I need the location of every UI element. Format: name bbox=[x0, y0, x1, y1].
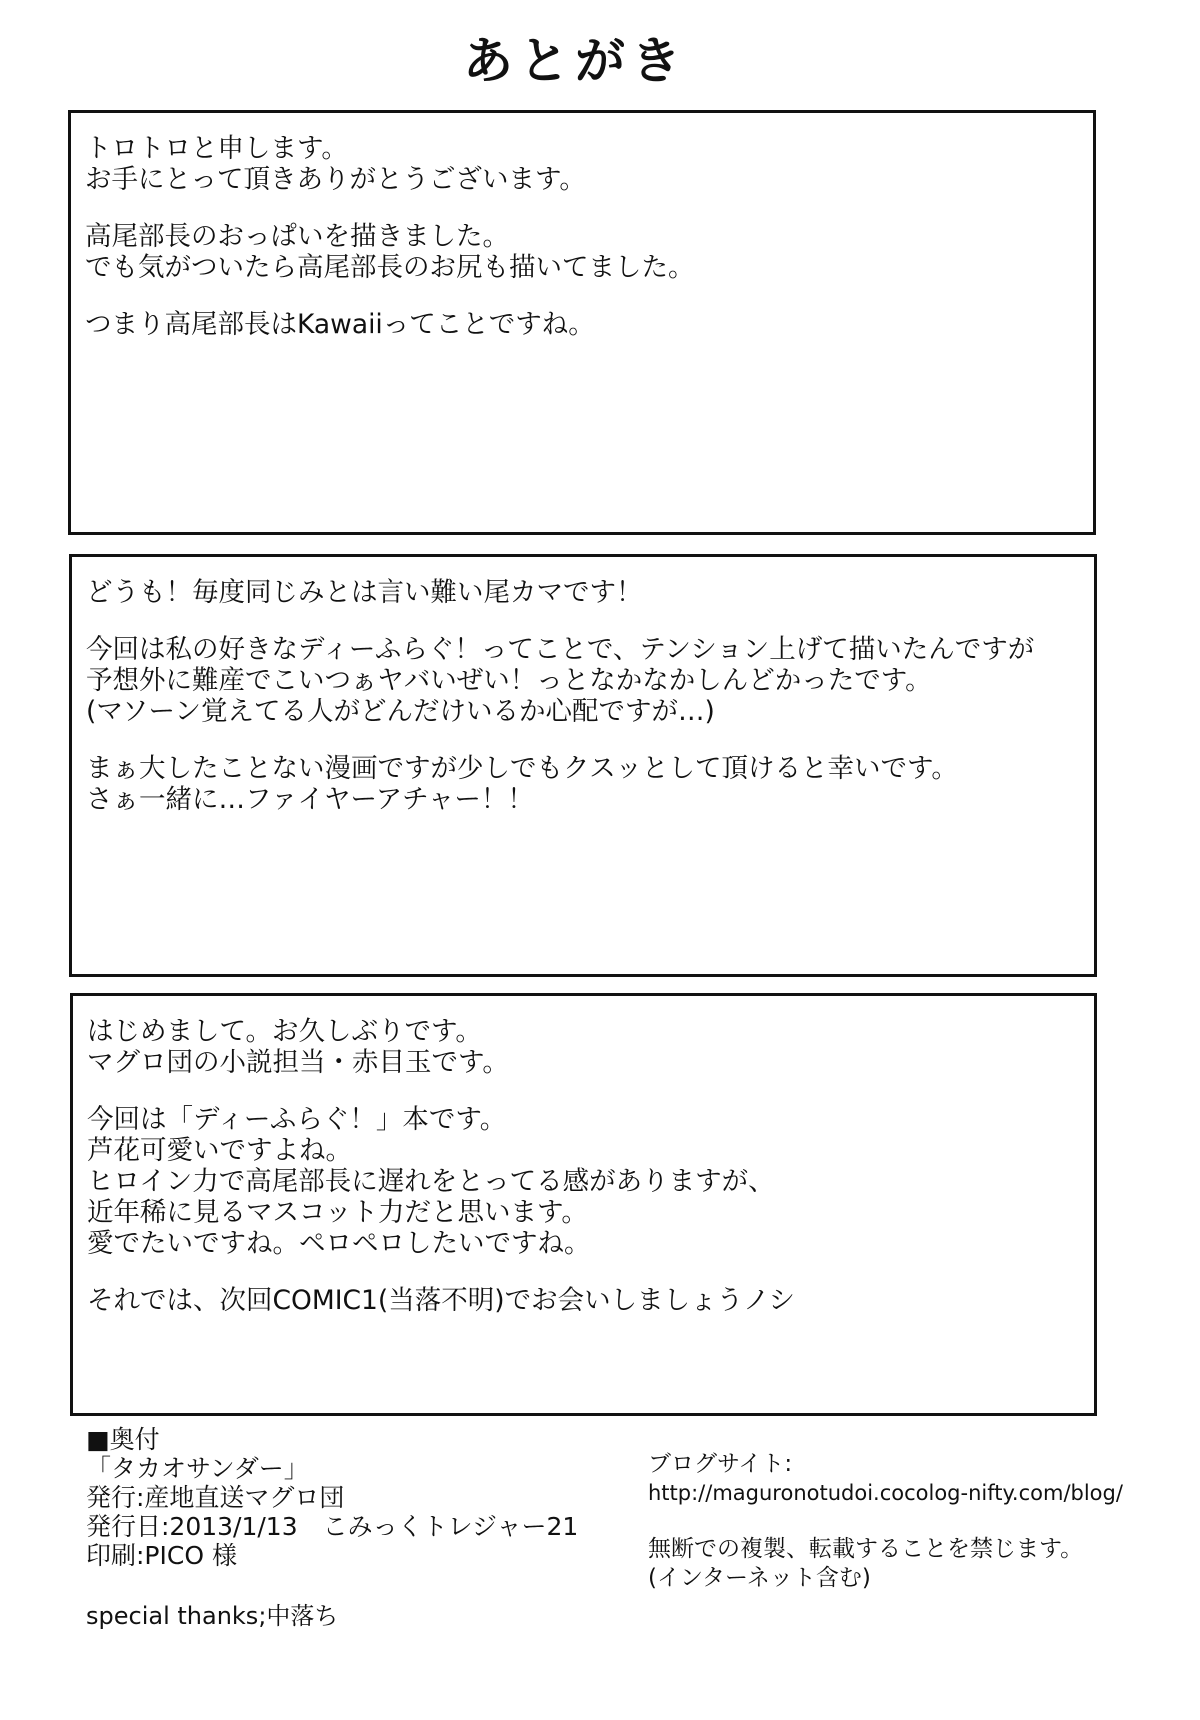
text-line: まぁ大したことない漫画ですが少しでもクスッとして頂けると幸いです。 bbox=[86, 753, 958, 784]
message-paragraph bbox=[85, 221, 1093, 283]
printer: 印刷:PICO 様 bbox=[86, 1541, 237, 1570]
text-line: はじめまして。お久しぶりです。 bbox=[87, 1016, 482, 1047]
text-line: トロトロと申します。 bbox=[85, 133, 348, 164]
afterword-box-okama bbox=[69, 554, 1097, 977]
text-line: 愛でたいですね。ペロペロしたいですね。 bbox=[87, 1228, 591, 1259]
colophon-heading: ■奥付 bbox=[86, 1425, 160, 1454]
text-line: ヒロイン力で高尾部長に遅れをとってる感がありますが、 bbox=[87, 1166, 775, 1197]
text-line: 今回は「ディーふらぐ！」本です。 bbox=[87, 1104, 507, 1135]
afterword-box-totorotoro bbox=[68, 110, 1096, 535]
blog-label: ブログサイト: bbox=[648, 1451, 793, 1477]
message-paragraph bbox=[85, 133, 1093, 195]
afterword-box-akamedama bbox=[70, 993, 1097, 1416]
message-paragraph bbox=[86, 753, 1094, 815]
message-paragraph bbox=[87, 1104, 1094, 1259]
text-line: さぁ一緒に…ファイヤーアチャー！！ bbox=[86, 784, 534, 815]
text-line: マグロ団の小説担当・赤目玉です。 bbox=[87, 1047, 509, 1078]
special-thanks: special thanks;中落ち bbox=[86, 1602, 339, 1630]
text-line: でも気がついたら高尾部長のお尻も描いてました。 bbox=[85, 252, 695, 283]
text-line: 高尾部長のおっぱいを描きました。 bbox=[85, 221, 509, 252]
text-line: (マソーン覚えてる人がどんだけいるか心配ですが…) bbox=[86, 696, 715, 727]
copyright-notice-sub: (インターネット含む) bbox=[648, 1565, 871, 1591]
message-paragraph bbox=[87, 1016, 1094, 1078]
message-paragraph bbox=[86, 634, 1094, 727]
publisher: 発行:産地直送マグロ団 bbox=[86, 1483, 345, 1512]
book-title: 「タカオサンダー」 bbox=[86, 1454, 309, 1483]
text-line: それでは、次回COMIC1(当落不明)でお会いしましょうノシ bbox=[87, 1285, 796, 1316]
publish-date: 発行日:2013/1/13 こみっくトレジャー21 bbox=[86, 1512, 579, 1541]
message-paragraph bbox=[85, 309, 1093, 340]
text-line: どうも！毎度同じみとは言い難い尾カマです！ bbox=[86, 577, 643, 608]
copyright-notice: 無断での複製、転載することを禁じます。 bbox=[648, 1536, 1084, 1562]
message-paragraph bbox=[87, 1285, 1094, 1316]
blog-info bbox=[648, 1450, 1123, 1593]
text-line: 予想外に難産でこいつぁヤバいぜい！っとなかなかしんどかったです。 bbox=[86, 665, 932, 696]
text-line: 今回は私の好きなディーふらぐ！ってことで、テンション上げて描いたんですが bbox=[86, 634, 1035, 665]
text-line: 芦花可愛いですよね。 bbox=[87, 1135, 352, 1166]
text-line: 近年稀に見るマスコット力だと思います。 bbox=[87, 1197, 588, 1228]
message-paragraph bbox=[86, 577, 1094, 608]
text-line: つまり高尾部長はKawaiiってことですね。 bbox=[85, 309, 595, 340]
page-title: あとがき bbox=[463, 32, 687, 90]
blog-url[interactable]: http://maguronotudoi.cocolog-nifty.com/blog/ bbox=[648, 1481, 1123, 1505]
text-line: お手にとって頂きありがとうございます。 bbox=[85, 164, 586, 195]
colophon bbox=[86, 1425, 578, 1570]
